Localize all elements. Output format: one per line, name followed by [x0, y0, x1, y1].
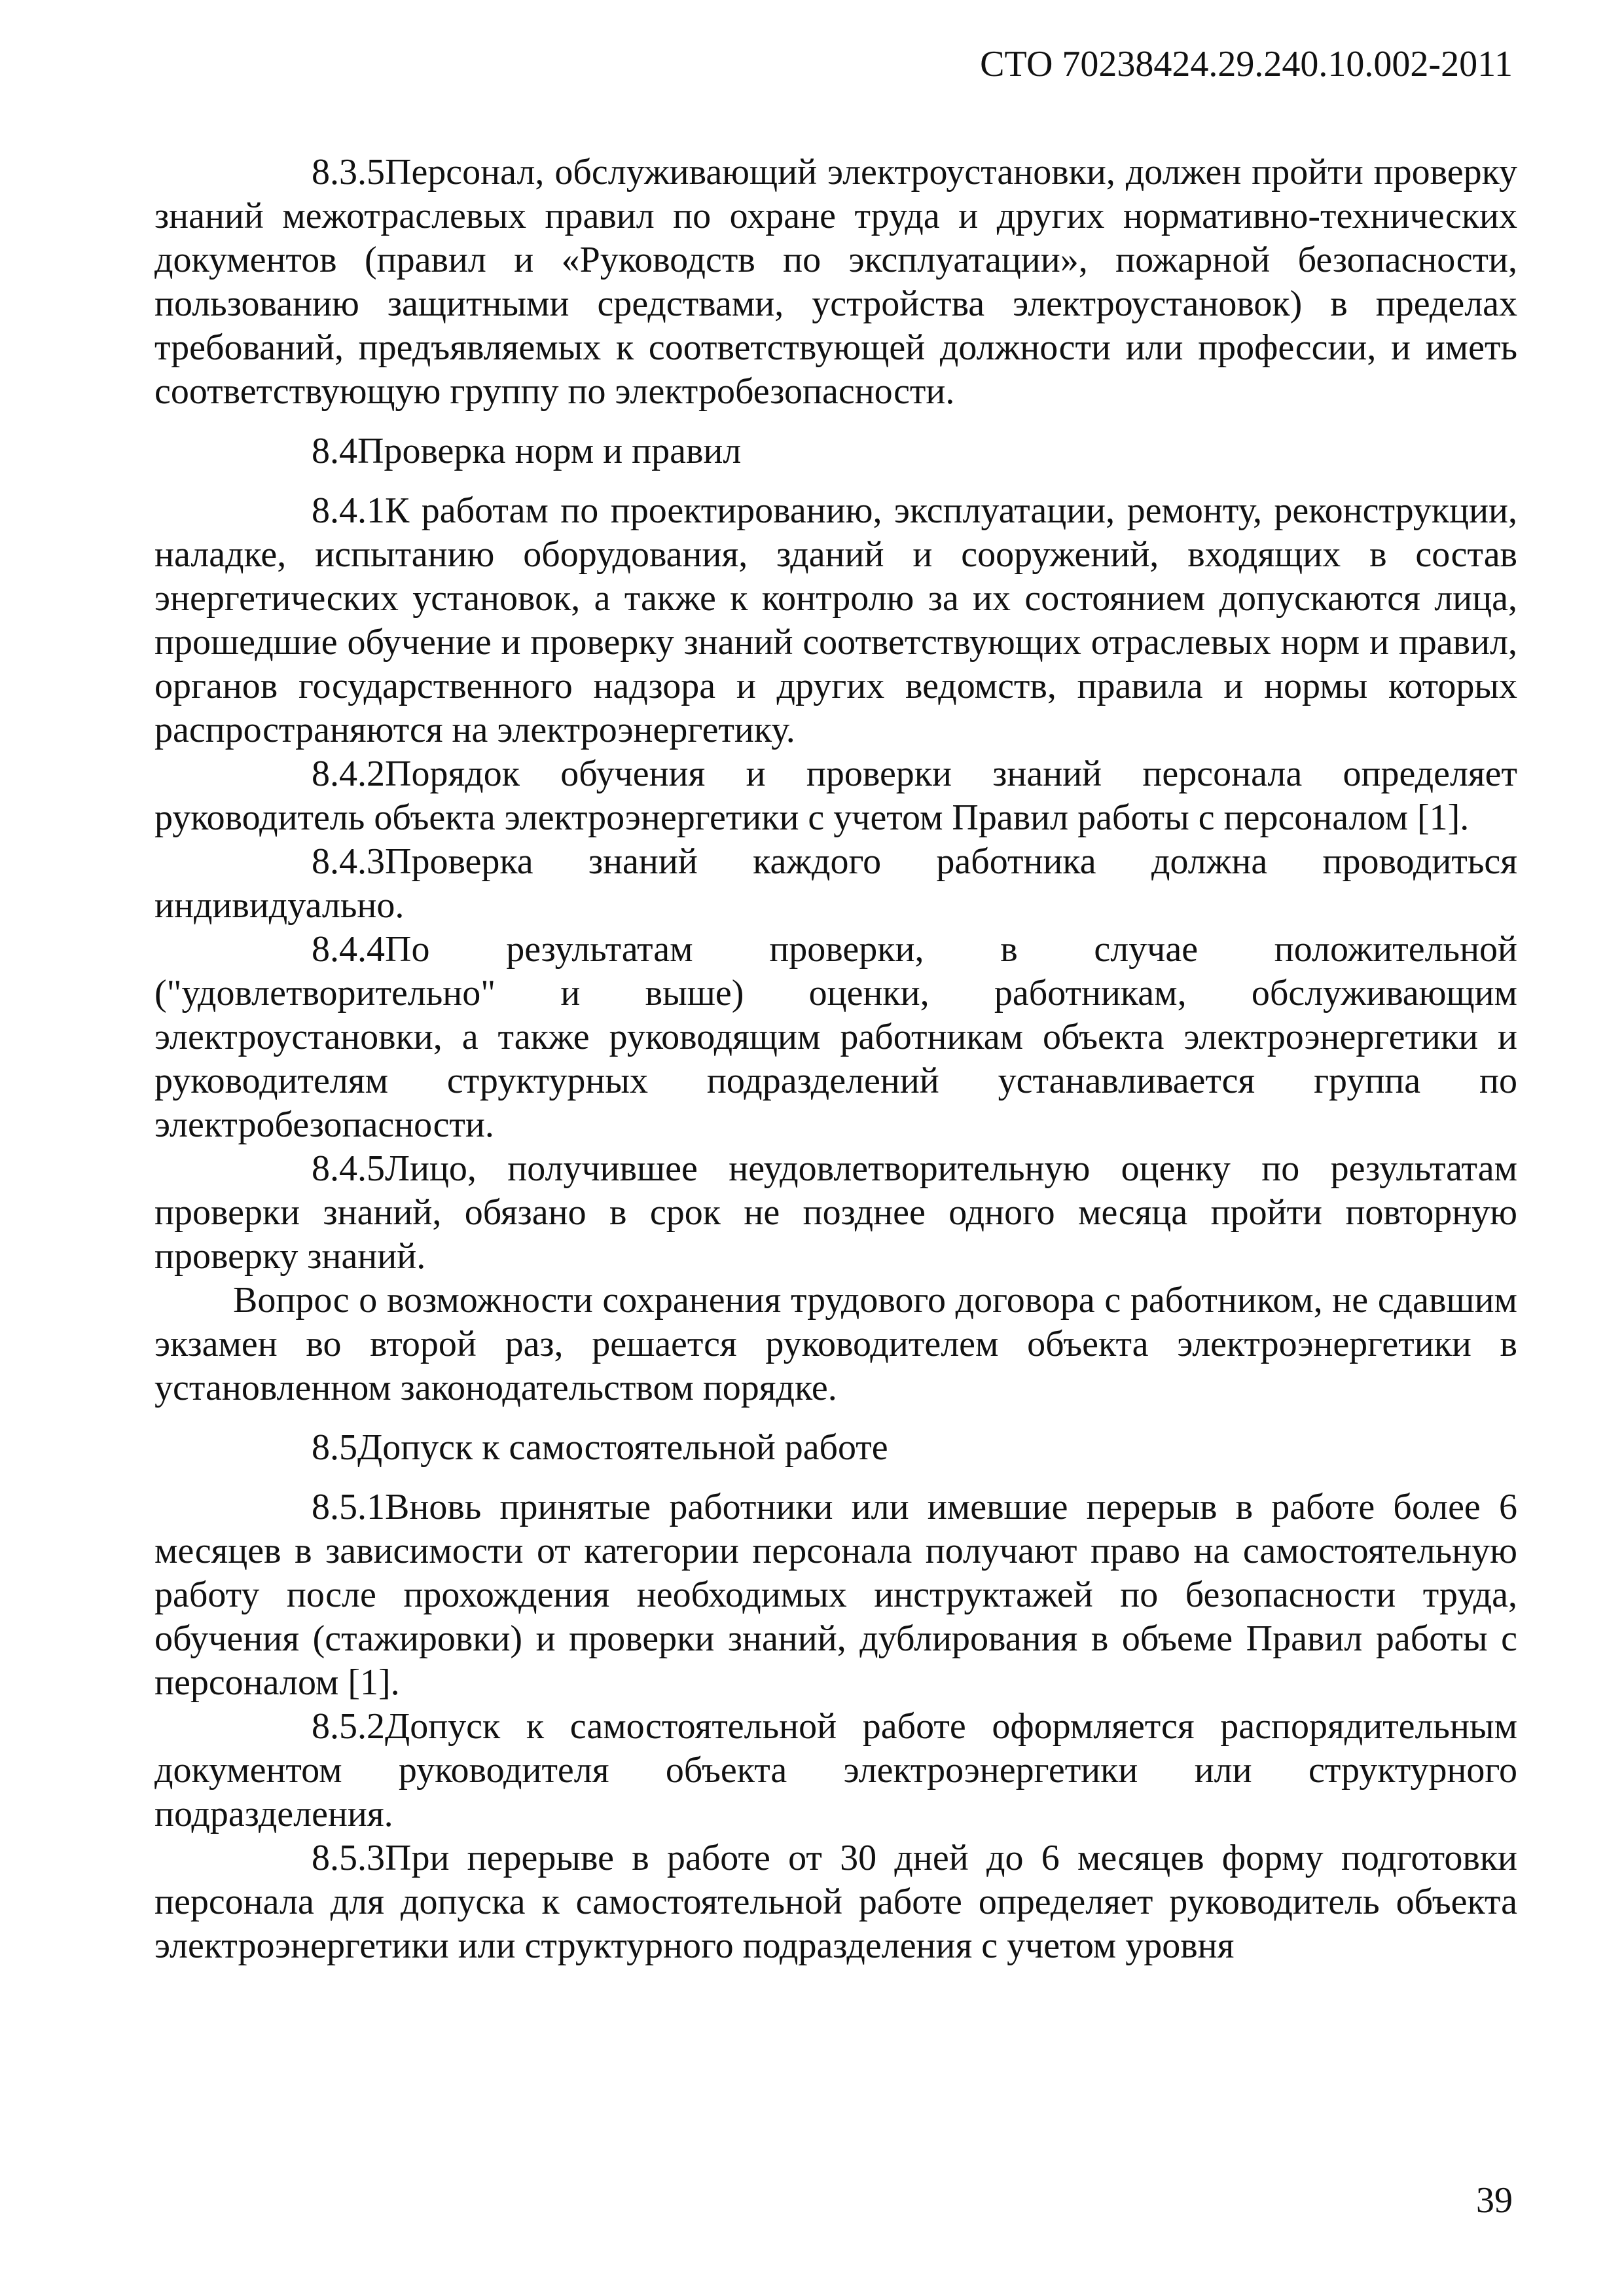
paragraph-text: При перерыве в работе от 30 дней до 6 месяцев форму подготовки персонала для допуска к самостоятельной работе определяет руководитель объекта электроэнергетики или структурного подразделения с учетом уровня [154, 1838, 1517, 1966]
clause-number: 8.4.5 [312, 1148, 385, 1189]
paragraph-text: Порядок обучения и проверки знаний персонала определяет руководитель объекта электроэнергетики с учетом Правил работы с персоналом [1]. [154, 754, 1517, 838]
clause-number: 8.3.5 [312, 152, 385, 192]
paragraph-text: По результатам проверки, в случае положительной ("удовлетворительно" и выше) оценки, работникам, обслуживающим электроустановки, а также руководящим работникам объекта электроэнергетики и руководителям структурных подразделений устанавливается группа по электробезопасности. [154, 929, 1517, 1145]
clause-number: 8.4.1 [312, 490, 385, 531]
clause-number: 8.5.2 [312, 1706, 385, 1747]
section-title: Допуск к самостоятельной работе [357, 1427, 888, 1468]
section-heading-8-4 [154, 429, 1517, 473]
paragraph-text: Допуск к самостоятельной работе оформляется распорядительным документом руководителя объекта электроэнергетики или структурного подразделения. [154, 1706, 1517, 1834]
clause-number: 8.4.2 [312, 754, 385, 794]
paragraph-text: Лицо, получившее неудовлетворительную оценку по результатам проверки знаний, обязано в срок не позднее одного месяца пройти повторную проверку знаний. [154, 1148, 1517, 1277]
paragraph-text: К работам по проектированию, эксплуатации, ремонту, реконструкции, наладке, испытанию оборудования, зданий и сооружений, входящих в состав энергетических установок, а также к контролю за их состоянием допускаются лица, прошедшие обучение и проверку знаний соответствующих отраслевых норм и правил, органов государственного надзора и других ведомств, правила и нормы которых распространяются на электроэнергетику. [154, 490, 1517, 750]
clause-number: 8.4.4 [312, 929, 385, 970]
section-title: Проверка норм и правил [357, 431, 742, 471]
paragraph-8-4-4 [154, 928, 1517, 1147]
section-number: 8.5 [312, 1427, 357, 1468]
section-heading-8-5 [154, 1426, 1517, 1470]
paragraph-8-3-5 [154, 151, 1517, 414]
paragraph-text: Вновь принятые работники или имевшие перерыв в работе более 6 месяцев в зависимости от категории персонала получают право на самостоятельную работу после прохождения необходимых инструктажей по безопасности труда, обучения (стажировки) и проверки знаний, дублирования в объеме Правил работы с персоналом [1]. [154, 1487, 1517, 1703]
section-number: 8.4 [312, 431, 357, 471]
paragraph-8-5-1 [154, 1485, 1517, 1705]
clause-number: 8.5.1 [312, 1487, 385, 1527]
document-code: СТО 70238424.29.240.10.002-2011 [980, 44, 1513, 84]
clause-number: 8.5.3 [312, 1838, 385, 1878]
clause-number: 8.4.3 [312, 841, 385, 882]
document-body [154, 151, 1517, 1968]
paragraph-text: Персонал, обслуживающий электроустановки, должен пройти проверку знаний межотраслевых правил по охране труда и других нормативно-технических документов (правил и «Руководств по эксплуатации», пожарной безопасности, пользованию защитными средствами, устройства электроустановок) в пределах требований, предъявляемых к соответствующей должности или профессии, и иметь соответствующую группу по электробезопасности. [154, 152, 1517, 412]
paragraph-8-4-5 [154, 1147, 1517, 1279]
paragraph-8-4-1 [154, 489, 1517, 752]
paragraph-text: Проверка знаний каждого работника должна проводиться индивидуально. [154, 841, 1517, 926]
paragraph-8-4-2 [154, 752, 1517, 840]
paragraph-text: Вопрос о возможности сохранения трудового договора с работником, не сдавшим экзамен во второй раз, решается руководителем объекта электроэнергетики в установленном законодательством порядке. [154, 1280, 1517, 1408]
paragraph-unnumbered [154, 1279, 1517, 1410]
paragraph-8-5-3 [154, 1836, 1517, 1968]
paragraph-8-4-3 [154, 840, 1517, 928]
paragraph-8-5-2 [154, 1705, 1517, 1836]
page-number: 39 [1476, 2180, 1513, 2221]
